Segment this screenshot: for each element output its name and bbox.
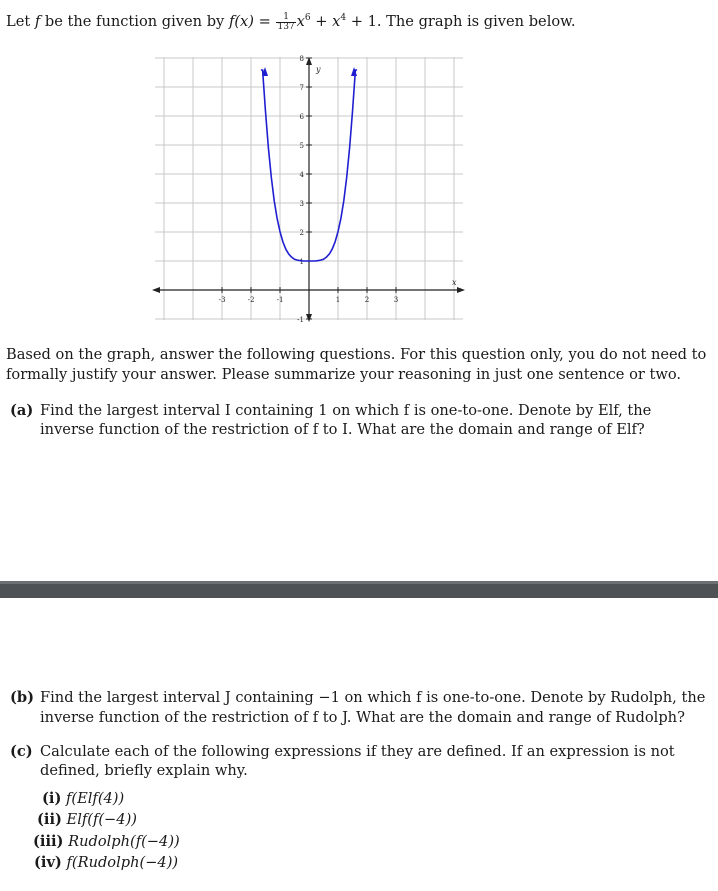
y-tick-label: 3: [299, 200, 304, 208]
part-b-label: (b): [10, 689, 35, 706]
subitem-expression: f(Rudolph(−4)): [66, 854, 179, 871]
instructions-line-2: formally justify your answer. Please summarize your reasoning in just one sentence or two.: [6, 366, 681, 383]
x-axis-arrow-right: [457, 287, 465, 293]
x-tick-label: -3: [218, 296, 226, 304]
x-tick-label: -2: [247, 296, 255, 304]
instructions-line-1: Based on the graph, answer the following questions. For this question only, you do not need to: [6, 346, 707, 363]
subitem-ii: [37, 810, 137, 830]
part-c-label: (c): [10, 743, 33, 760]
y-tick-label: 2: [299, 229, 304, 237]
x-axis-label: x: [452, 278, 457, 287]
x-tick-label: -1: [276, 296, 284, 304]
subitem-i: [42, 789, 124, 809]
intro-text: Let: [6, 13, 35, 30]
fraction-numerator: 1: [276, 13, 295, 23]
section-divider: [0, 584, 718, 598]
part-a: [10, 401, 33, 421]
subitem-iv: [34, 853, 178, 873]
curve-arrow-right: [351, 67, 357, 76]
part-a-label: (a): [10, 402, 34, 419]
part-b: [10, 688, 34, 708]
subitem-expression: f(Elf(4)): [66, 790, 125, 807]
subitem-iii: [33, 832, 180, 852]
y-axis-label: y: [316, 65, 321, 74]
part-b-line-2: inverse function of the restriction of f to J. What are the domain and range of Rudolph?: [40, 709, 685, 726]
intro-text: + 1. The graph is given below.: [346, 13, 576, 30]
part-a-line-1: Find the largest interval I containing 1 on which f is one-to-one. Denote by Elf, the: [40, 402, 652, 419]
x-tick-label: 1: [335, 296, 341, 304]
term-x: x: [296, 13, 305, 30]
subitem-expression: Rudolph(f(−4)): [68, 833, 180, 850]
exponent: 6: [304, 13, 311, 24]
graph-axes: [152, 57, 465, 322]
part-c-line-2: defined, briefly explain why.: [40, 762, 248, 779]
subitem-label: (iv): [34, 854, 62, 871]
exponent: 4: [340, 13, 347, 24]
x-tick-label: 3: [393, 296, 399, 304]
part-b-line-1: Find the largest interval J containing −1 on which f is one-to-one. Denote by Rudolph, the: [40, 689, 706, 706]
function-symbol: f: [34, 13, 41, 30]
x-tick-label: 2: [364, 296, 370, 304]
subitem-label: (iii): [33, 833, 64, 850]
y-tick-label: 1: [299, 258, 304, 266]
y-axis-arrow-down: [306, 314, 312, 322]
plus-sign: +: [310, 13, 333, 30]
subitem-label: (ii): [37, 811, 62, 828]
intro-text: be the function given by: [40, 13, 229, 30]
y-tick-label: 6: [299, 113, 304, 121]
subitem-label: (i): [42, 790, 62, 807]
y-tick-label: 8: [299, 55, 304, 63]
part-a-line-2: inverse function of the restriction of f to I. What are the domain and range of Elf?: [40, 421, 645, 438]
function-lhs: f(x) =: [228, 13, 276, 30]
term-x: x: [332, 13, 341, 30]
part-c-line-1: Calculate each of the following expressions if they are defined. If an expression is not: [40, 743, 675, 760]
x-axis-arrow-left: [152, 287, 160, 293]
y-tick-label: 4: [299, 171, 304, 179]
fraction-denominator: 137: [277, 21, 295, 32]
part-c: [10, 742, 33, 762]
y-tick-label: -1: [297, 316, 304, 324]
y-tick-label: 5: [299, 142, 304, 150]
subitem-expression: Elf(f(−4)): [66, 811, 137, 828]
y-tick-label: 7: [299, 84, 304, 92]
